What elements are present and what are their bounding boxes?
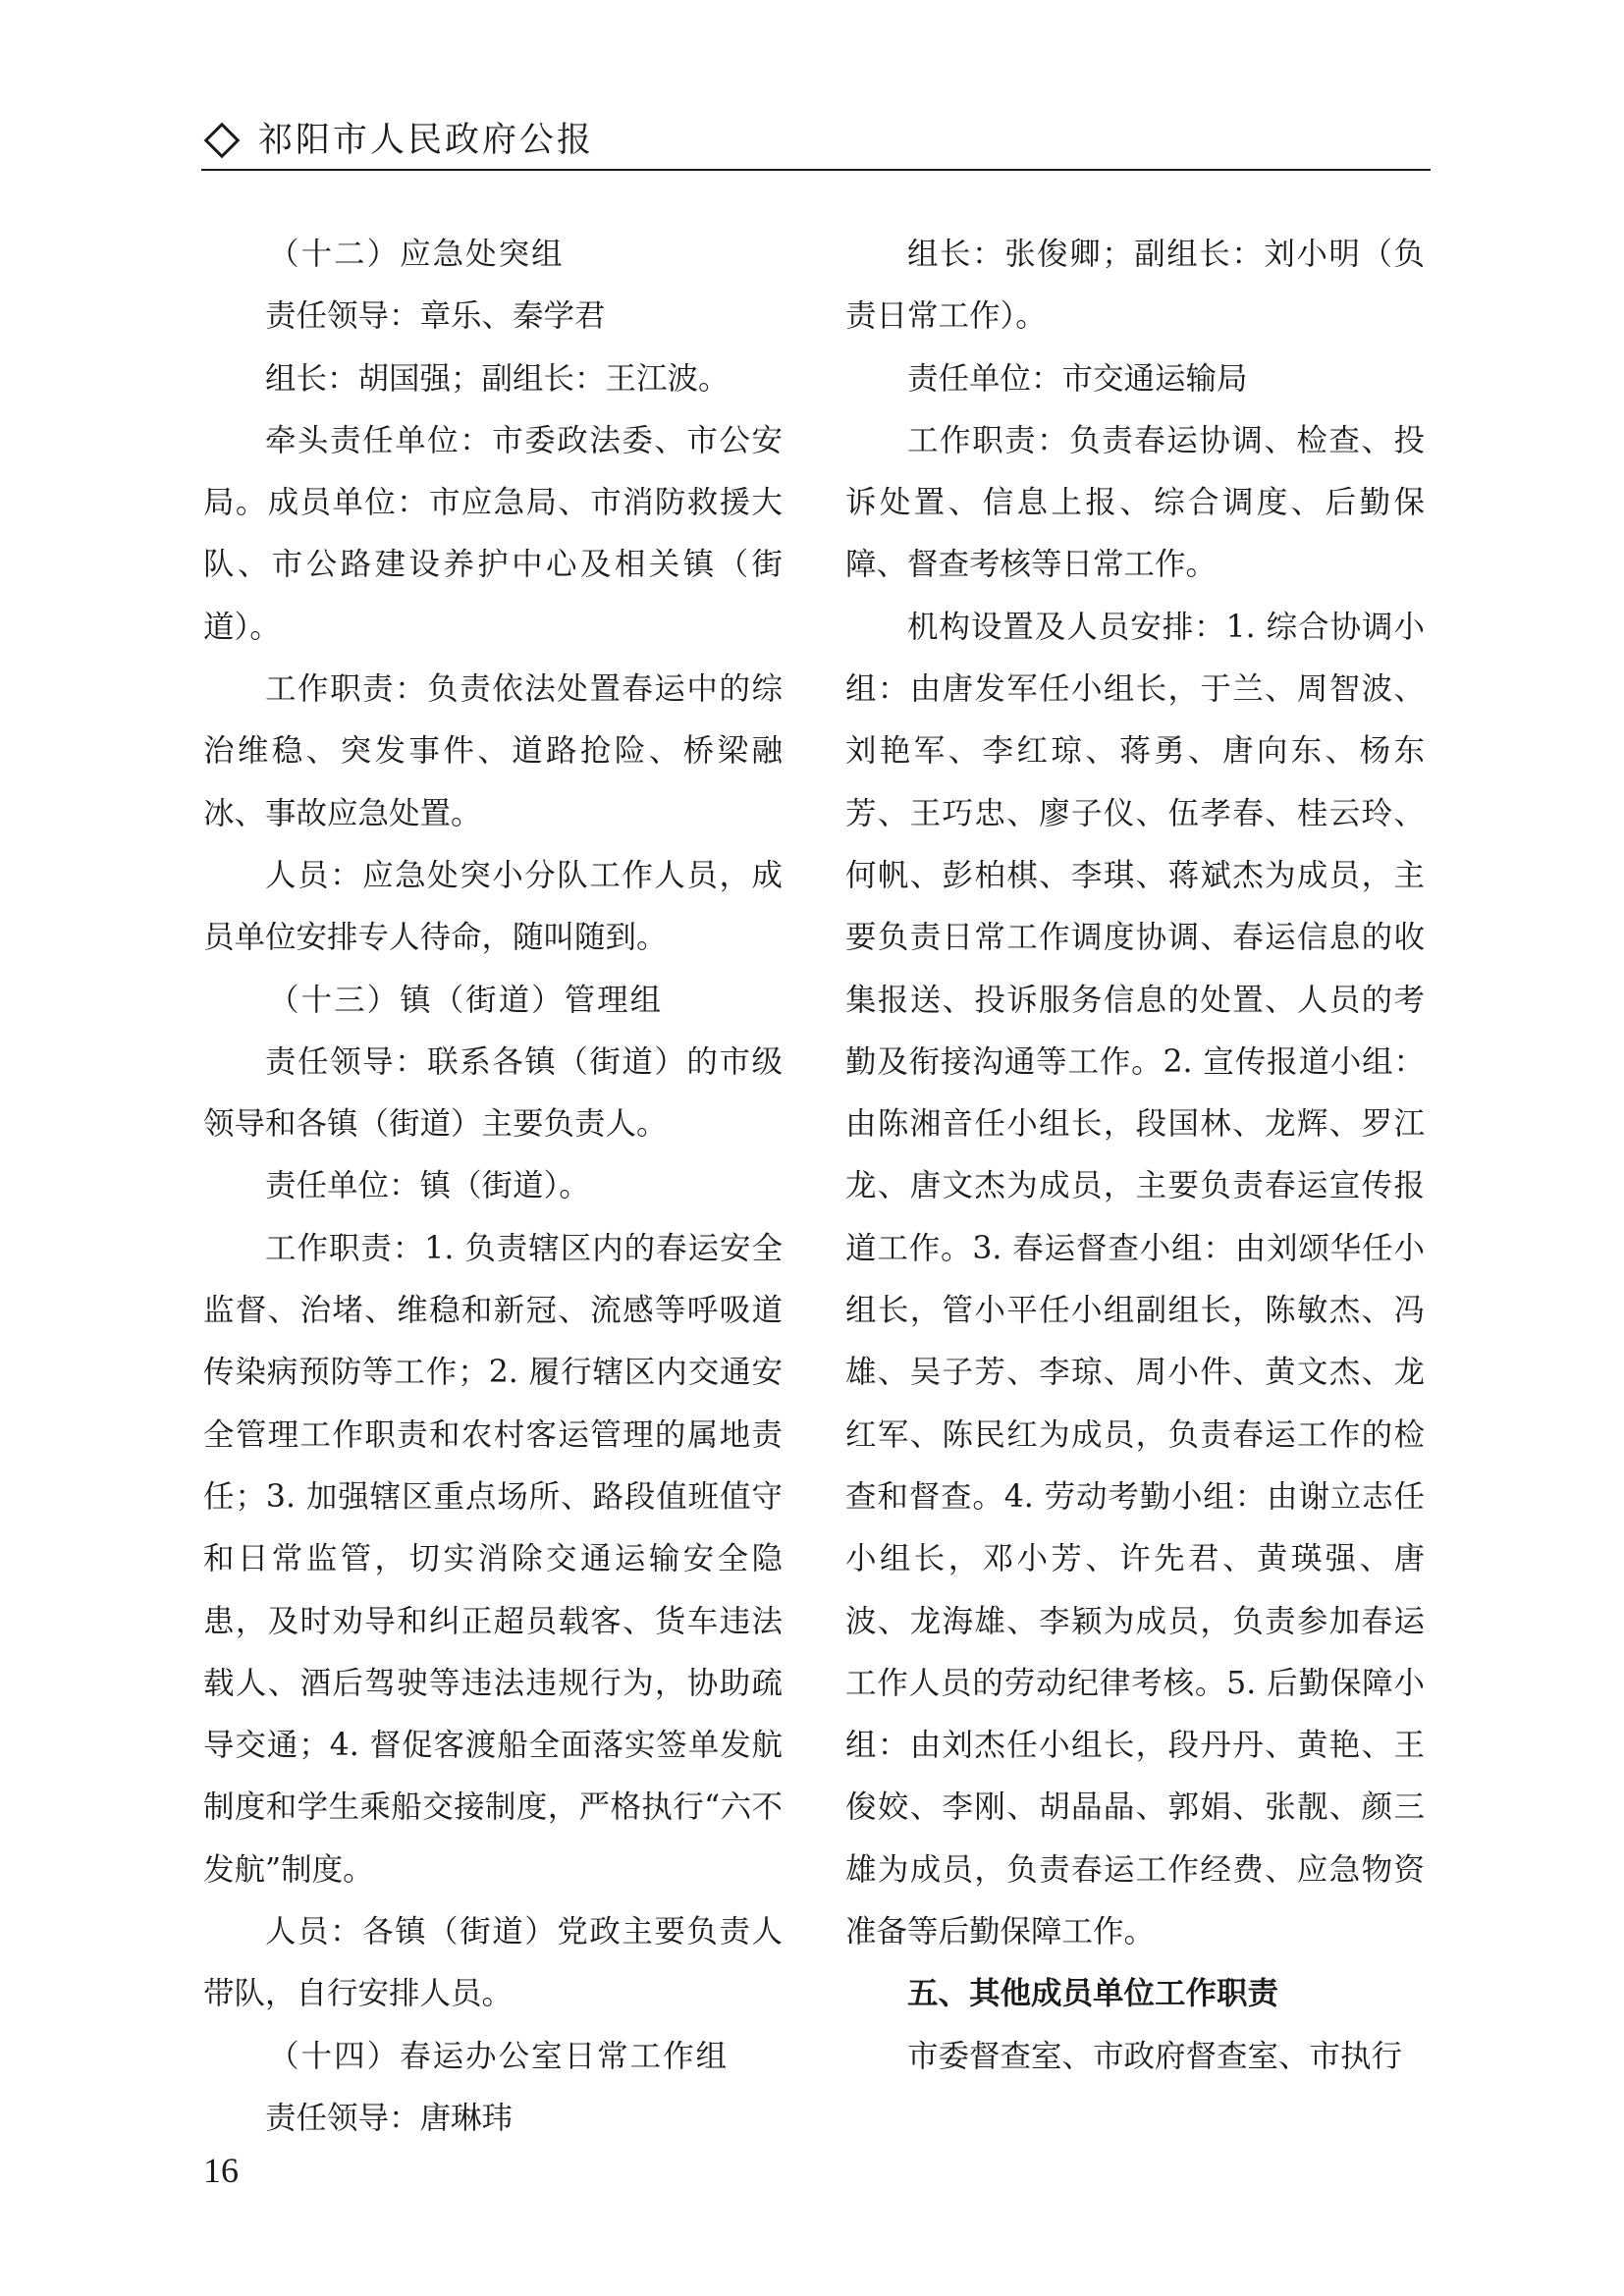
paragraph: 人员：各镇（街道）党政主要负责人带队，自行安排人员。 xyxy=(203,1914,783,2012)
paragraph: 组长：张俊卿；副组长：刘小明（负责日常工作）。 xyxy=(845,237,1425,335)
left-column xyxy=(203,224,783,2150)
section-heading: 五、其他成员单位工作职责 xyxy=(907,1976,1279,2012)
paragraph: 责任领导：唐琳玮 xyxy=(265,2100,514,2136)
diamond-outline-icon xyxy=(204,123,241,159)
paragraph: 责任领导：章乐、秦学君 xyxy=(265,298,606,335)
paragraph: 人员：应急处突小分队工作人员，成员单位安排专人待命，随叫随到。 xyxy=(203,857,783,956)
right-column xyxy=(845,224,1425,2088)
paragraph: 牵头责任单位：市委政法委、市公安局。成员单位：市应急局、市消防救援大队、市公路建设养护中心及相关镇（街道）。 xyxy=(203,422,783,645)
publication-title: 祁阳市人民政府公报 xyxy=(258,121,595,160)
page-number: 16 xyxy=(203,2151,239,2190)
section-subtitle: （十二）应急处突组 xyxy=(268,237,565,272)
paragraph: 工作职责：负责依法处置春运中的综治维稳、突发事件、道路抢险、桥梁融冰、事故应急处置。 xyxy=(203,671,783,831)
page-header xyxy=(201,116,1431,173)
paragraph: 工作职责：负责春运协调、检查、投诉处置、信息上报、综合调度、后勤保障、督查考核等日常工作。 xyxy=(845,422,1425,583)
paragraph: 市委督查室、市政府督查室、市执行 xyxy=(907,2038,1403,2074)
paragraph: 机构设置及人员安排：1. 综合协调小组：由唐发军任小组长，于兰、周智波、刘艳军、李红琼、蒋勇、唐向东、杨东芳、王巧忠、廖子仪、伍孝春、桂云玲、何帆、彭柏棋、李琪、蒋斌杰为成员，主要负责日常工作调度协调、春运信息的收集报送、投诉服务信息的处置、人员的考勤及衔接沟通等工作。2. 宣传报道小组：由陈湘音任小组长，段国林、龙辉、罗江龙、唐文杰为成员，主要负责春运宣传报道工作。3. 春运督查小组：由刘颂华任小组长，管小平任小组副组长，陈敏杰、冯雄、吴子芳、李琼、周小件、黄文杰、龙红军、陈民红为成员，负责春运工作的检查和督查。4. 劳动考勤小组：由谢立志任小组长，邓小芳、许先君、黄瑛强、唐波、龙海雄、李颖为成员，负责参加春运工作人员的劳动纪律考核。5. 后勤保障小组：由刘杰任小组长，段丹丹、黄艳、王俊姣、李刚、胡晶晶、郭娟、张靓、颜三雄为成员，负责春运工作经费、应急物资准备等后勤保障工作。 xyxy=(845,609,1425,1950)
paragraph: 责任单位：市交通运输局 xyxy=(907,360,1248,397)
section-subtitle: （十三）镇（街道）管理组 xyxy=(268,982,664,1018)
paragraph: 工作职责：1. 负责辖区内的春运安全监督、治堵、维稳和新冠、流感等呼吸道传染病预防等工作；2. 履行辖区内交通安全管理工作职责和农村客运管理的属地责任；3. 加强辖区重点场所、路段值班值守和日常监管，切实消除交通运输安全隐患，及时劝导和纠正超员载客、货车违法载人、酒后驾驶等违法违规行为，协助疏导交通；4. 督促客渡船全面落实签单发航制度和学生乘船交接制度，严格执行“六不发航”制度。 xyxy=(203,1230,783,1888)
paragraph: 组长：胡国强；副组长：王江波。 xyxy=(265,360,730,397)
header-rule xyxy=(201,169,1431,171)
paragraph: 责任领导：联系各镇（街道）的市级领导和各镇（街道）主要负责人。 xyxy=(203,1043,783,1143)
section-subtitle: （十四）春运办公室日常工作组 xyxy=(268,2038,730,2074)
paragraph: 责任单位：镇（街道）。 xyxy=(265,1168,590,1204)
